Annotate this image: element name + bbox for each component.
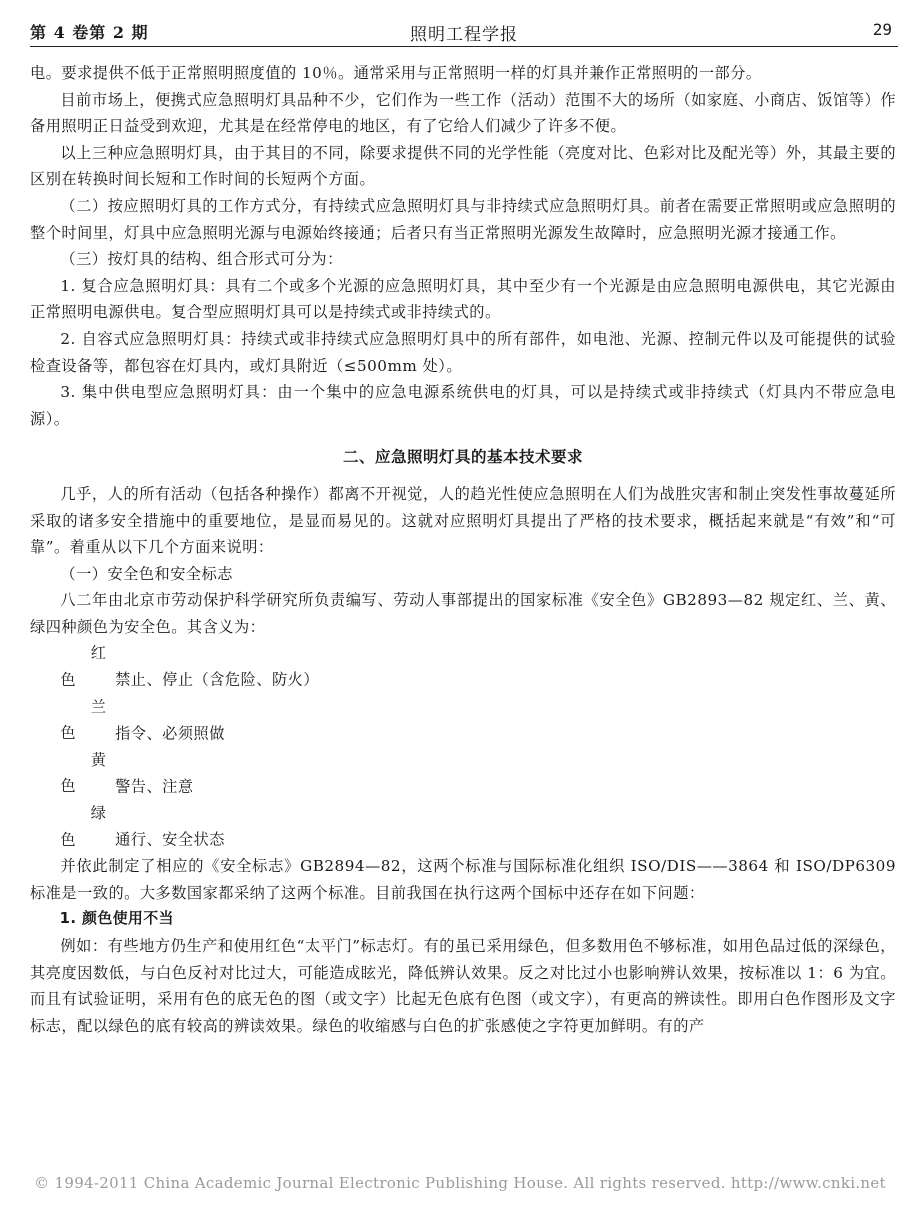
safety-color-name: 兰色	[60, 697, 107, 743]
safety-color-row	[30, 800, 896, 853]
volume-issue: 第 4 卷第 2 期	[30, 23, 149, 42]
paragraph: （二）按应照明灯具的工作方式分，有持续式应急照明灯具与非持续式应急照明灯具。前者在需要正常照明或应急照明的整个时间里，灯具中应急照明光源与电源始终接通；后者只有当正常照明光源发生故障时，应急照明光源才接通工作。	[30, 196, 896, 242]
paragraph: 3. 集中供电型应急照明灯具：由一个集中的应急电源系统供电的灯具，可以是持续式或非持续式（灯具内不带应急电源）。	[30, 383, 896, 428]
safety-color-name: 绿色	[60, 804, 107, 849]
safety-color-row	[30, 694, 896, 747]
safety-color-meaning: 通行、安全状态	[115, 830, 225, 849]
page-number: 29	[872, 20, 892, 39]
paragraph: 并依此制定了相应的《安全标志》GB2894—82，这两个标准与国际标准化组织 ISO/DIS——3864 和 ISO/DP6309 标准是一致的。大多数国家都采纳了这两个标准。目前我国在执行这两个国标中还存在如下问题：	[30, 857, 896, 902]
paragraph: 2. 自容式应急照明灯具：持续式或非持续式应急照明灯具中的所有部件，如电池、光源、控制元件以及可能提供的试验检查设备等，都包容在灯具内，或灯具附近（≤500mm 处）。	[30, 329, 896, 375]
safety-color-meaning: 禁止、停止（含危险、防火）	[115, 671, 320, 690]
subsection-heading: 1. 颜色使用不当	[59, 910, 174, 928]
paragraph: 1. 复合应急照明灯具：具有二个或多个光源的应急照明灯具，其中至少有一个光源是由应急照明电源供电，其它光源由正常照明电源供电。复合型应照明灯具可以是持续式或非持续式的。	[30, 276, 896, 322]
safety-color-name: 黄色	[60, 750, 107, 796]
running-header	[30, 18, 898, 47]
paragraph: 八二年由北京市劳动保护科学研究所负责编写、劳动人事部提出的国家标准《安全色》GB2893—82 规定红、兰、黄、绿四种颜色为安全色。其含义为：	[30, 591, 896, 636]
paragraph: （一）安全色和安全标志	[60, 564, 233, 583]
safety-color-name: 红色	[60, 644, 107, 690]
paragraph: 电。要求提供不低于正常照明照度值的 10％。通常采用与正常照明一样的灯具并兼作正常照明的一部分。	[30, 64, 762, 82]
paragraph: （三）按灯具的结构、组合形式可分为：	[60, 250, 343, 269]
section-heading: 二、应急照明灯具的基本技术要求	[342, 448, 583, 467]
article-body	[30, 60, 896, 1039]
copyright-footer: © 1994-2011 China Academic Journal Electronic Publishing House. All rights reserved. http://www.cnki.net	[34, 1174, 886, 1192]
paragraph: 以上三种应急照明灯具，由于其目的不同，除要求提供不同的光学性能（亮度对比、色彩对比及配光等）外，其最主要的区别在转换时间长短和工作时间的长短两个方面。	[30, 143, 896, 189]
safety-color-meaning: 指令、必须照做	[115, 724, 225, 743]
safety-color-meaning: 警告、注意	[115, 777, 194, 796]
journal-title: 照明工程学报	[410, 25, 518, 45]
paragraph: 几乎，人的所有活动（包括各种操作）都离不开视觉，人的趋光性使应急照明在人们为战胜灾害和制止突发性事故蔓延所采取的诸多安全措施中的重要地位，是显而易见的。这就对应照明灯具提出了严格的技术要求，概括起来就是“有效”和“可靠”。着重从以下几个方面来说明：	[30, 484, 896, 557]
paragraph: 目前市场上，便携式应急照明灯具品种不少，它们作为一些工作（活动）范围不大的场所（如家庭、小商店、饭馆等）作备用照明正日益受到欢迎，尤其是在经常停电的地区，有了它给人们减少了许多不便。	[30, 90, 896, 136]
safety-color-row	[30, 640, 896, 693]
paragraph: 例如：有些地方仍生产和使用红色“太平门”标志灯。有的虽已采用绿色，但多数用色不够标准，如用色品过低的深绿色，其亮度因数低，与白色反衬对比过大，可能造成眩光，降低辨认效果。反之对比过小也影响辨认效果，按标准以 1：6 为宜。而且有试验证明，采用有色的底无色的图（或文字）比起无色底有色图（或文字），有更高的辨读性。即用白色作图形及文字标志，配以绿色的底有较高的辨读效果。绿色的收缩感与白色的扩张感使之字符更加鲜明。有的产	[30, 937, 896, 1035]
safety-color-row	[30, 747, 896, 800]
